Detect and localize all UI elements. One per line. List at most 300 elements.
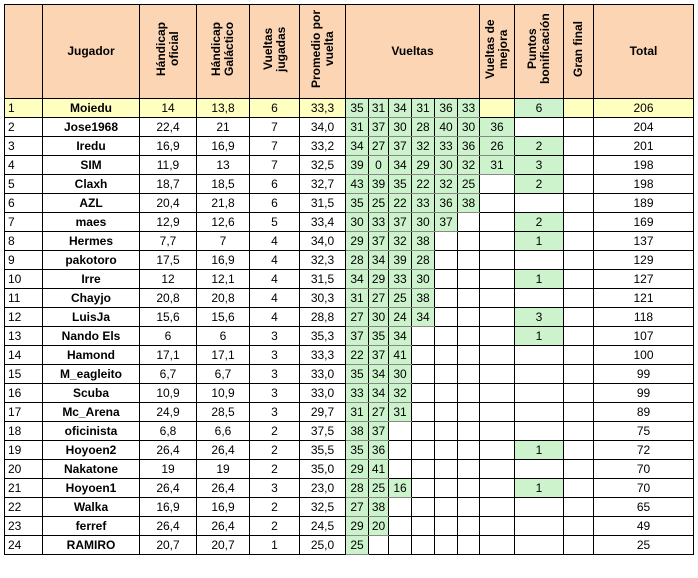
- handicap-galactico-cell: 10,9: [197, 384, 250, 403]
- handicap-oficial-cell: 12: [140, 270, 197, 289]
- promedio-cell: 35,5: [300, 441, 346, 460]
- handicap-galactico-cell: 21,8: [197, 194, 250, 213]
- lap-score-cell: 32: [389, 232, 412, 251]
- player-name-cell: Claxh: [43, 175, 140, 194]
- lap-score-cell: 32: [435, 175, 458, 194]
- promedio-cell: 35,3: [300, 327, 346, 346]
- lap-score-cell: 32: [412, 137, 435, 156]
- lap-score-cell: 37: [369, 118, 389, 137]
- promedio-cell: 25,0: [300, 536, 346, 555]
- vueltas-mejora-cell: [480, 213, 515, 232]
- handicap-oficial-cell: 24,9: [140, 403, 197, 422]
- handicap-galactico-cell: 6,7: [197, 365, 250, 384]
- total-cell: 107: [594, 327, 694, 346]
- total-cell: 121: [594, 289, 694, 308]
- handicap-oficial-cell: 18,7: [140, 175, 197, 194]
- bonus-points-cell: [515, 384, 564, 403]
- bonus-points-cell: [515, 251, 564, 270]
- vueltas-jugadas-cell: 3: [250, 365, 300, 384]
- lap-empty-cell: [389, 422, 412, 441]
- player-name-cell: pakotoro: [43, 251, 140, 270]
- bonus-points-cell: [515, 289, 564, 308]
- lap-empty-cell: [458, 327, 480, 346]
- bonus-points-cell: [515, 194, 564, 213]
- lap-score-cell: 37: [369, 346, 389, 365]
- lap-empty-cell: [458, 232, 480, 251]
- total-cell: 198: [594, 156, 694, 175]
- lap-score-cell: 39: [346, 156, 369, 175]
- promedio-cell: 33,4: [300, 213, 346, 232]
- position-cell: 10: [5, 270, 43, 289]
- player-name-cell: Iredu: [43, 137, 140, 156]
- handicap-galactico-cell: 20,8: [197, 289, 250, 308]
- lap-empty-cell: [458, 460, 480, 479]
- table-row: [5, 403, 694, 422]
- bonus-points-cell: [515, 403, 564, 422]
- bonus-points-cell: [515, 422, 564, 441]
- handicap-oficial-cell: 7,7: [140, 232, 197, 251]
- player-name-cell: Jose1968: [43, 118, 140, 137]
- lap-empty-cell: [435, 422, 458, 441]
- table-row: [5, 175, 694, 194]
- lap-score-cell: 36: [369, 441, 389, 460]
- lap-score-cell: 20: [369, 517, 389, 536]
- vueltas-jugadas-cell: 2: [250, 517, 300, 536]
- lap-score-cell: 28: [412, 251, 435, 270]
- vueltas-jugadas-cell: 4: [250, 308, 300, 327]
- position-cell: 7: [5, 213, 43, 232]
- vueltas-mejora-cell: 36: [480, 118, 515, 137]
- lap-score-cell: 32: [389, 384, 412, 403]
- total-cell: 100: [594, 346, 694, 365]
- vueltas-jugadas-cell: 1: [250, 536, 300, 555]
- player-name-cell: oficinista: [43, 422, 140, 441]
- vueltas-jugadas-cell: 7: [250, 137, 300, 156]
- total-cell: 169: [594, 213, 694, 232]
- lap-score-cell: 22: [389, 194, 412, 213]
- player-name-cell: LuisJa: [43, 308, 140, 327]
- lap-score-cell: 31: [412, 99, 435, 118]
- handicap-oficial-cell: 19: [140, 460, 197, 479]
- lap-score-cell: 35: [389, 175, 412, 194]
- vueltas-mejora-cell: [480, 460, 515, 479]
- lap-score-cell: 31: [346, 118, 369, 137]
- lap-empty-cell: [412, 403, 435, 422]
- position-cell: 11: [5, 289, 43, 308]
- handicap-galactico-cell: 16,9: [197, 251, 250, 270]
- gran-final-cell: [564, 479, 594, 498]
- lap-score-cell: 30: [346, 213, 369, 232]
- lap-empty-cell: [458, 384, 480, 403]
- bonus-points-cell: 2: [515, 137, 564, 156]
- lap-score-cell: 34: [412, 308, 435, 327]
- vueltas-mejora-cell: [480, 365, 515, 384]
- handicap-oficial-cell: 14: [140, 99, 197, 118]
- vueltas-jugadas-cell: 6: [250, 175, 300, 194]
- table-row: [5, 251, 694, 270]
- table-row: [5, 536, 694, 555]
- header-jugador: Jugador: [43, 5, 140, 99]
- total-cell: 49: [594, 517, 694, 536]
- lap-score-cell: 31: [369, 99, 389, 118]
- handicap-galactico-cell: 26,4: [197, 517, 250, 536]
- lap-empty-cell: [435, 270, 458, 289]
- total-cell: 206: [594, 99, 694, 118]
- handicap-oficial-cell: 17,5: [140, 251, 197, 270]
- position-cell: 20: [5, 460, 43, 479]
- player-name-cell: maes: [43, 213, 140, 232]
- vueltas-mejora-cell: [480, 175, 515, 194]
- bonus-points-cell: [515, 346, 564, 365]
- lap-score-cell: 29: [346, 517, 369, 536]
- total-cell: 137: [594, 232, 694, 251]
- lap-score-cell: 36: [458, 137, 480, 156]
- vueltas-mejora-cell: [480, 346, 515, 365]
- gran-final-cell: [564, 137, 594, 156]
- lap-empty-cell: [435, 536, 458, 555]
- lap-empty-cell: [458, 441, 480, 460]
- promedio-cell: 34,0: [300, 232, 346, 251]
- lap-score-cell: 29: [346, 232, 369, 251]
- lap-empty-cell: [458, 346, 480, 365]
- bonus-points-cell: [515, 498, 564, 517]
- table-body: [5, 99, 694, 555]
- position-cell: 18: [5, 422, 43, 441]
- promedio-cell: 31,5: [300, 194, 346, 213]
- vueltas-jugadas-cell: 3: [250, 327, 300, 346]
- lap-empty-cell: [435, 232, 458, 251]
- lap-score-cell: 30: [412, 213, 435, 232]
- handicap-galactico-cell: 16,9: [197, 137, 250, 156]
- handicap-oficial-cell: 10,9: [140, 384, 197, 403]
- lap-empty-cell: [389, 441, 412, 460]
- lap-empty-cell: [435, 403, 458, 422]
- table-row: [5, 422, 694, 441]
- lap-score-cell: 30: [412, 270, 435, 289]
- handicap-galactico-cell: 20,7: [197, 536, 250, 555]
- vueltas-mejora-cell: [480, 536, 515, 555]
- lap-empty-cell: [435, 251, 458, 270]
- lap-empty-cell: [389, 536, 412, 555]
- lap-empty-cell: [389, 517, 412, 536]
- lap-score-cell: 33: [369, 213, 389, 232]
- lap-score-cell: 38: [369, 498, 389, 517]
- total-cell: 25: [594, 536, 694, 555]
- vueltas-mejora-cell: [480, 232, 515, 251]
- position-cell: 12: [5, 308, 43, 327]
- total-cell: 201: [594, 137, 694, 156]
- vueltas-jugadas-cell: 4: [250, 232, 300, 251]
- lap-score-cell: 29: [346, 460, 369, 479]
- promedio-cell: 29,7: [300, 403, 346, 422]
- header-vueltas: Vueltas: [346, 5, 480, 99]
- bonus-points-cell: 2: [515, 175, 564, 194]
- table-row: [5, 498, 694, 517]
- vueltas-mejora-cell: [480, 270, 515, 289]
- player-name-cell: SIM: [43, 156, 140, 175]
- vueltas-mejora-cell: [480, 99, 515, 118]
- promedio-cell: 32,5: [300, 156, 346, 175]
- handicap-galactico-cell: 12,6: [197, 213, 250, 232]
- vueltas-jugadas-cell: 2: [250, 422, 300, 441]
- lap-score-cell: 36: [435, 194, 458, 213]
- lap-empty-cell: [435, 441, 458, 460]
- vueltas-jugadas-cell: 3: [250, 346, 300, 365]
- lap-score-cell: 34: [346, 137, 369, 156]
- position-cell: 19: [5, 441, 43, 460]
- gran-final-cell: [564, 118, 594, 137]
- position-cell: 21: [5, 479, 43, 498]
- bonus-points-cell: [515, 517, 564, 536]
- gran-final-cell: [564, 99, 594, 118]
- handicap-oficial-cell: 26,4: [140, 441, 197, 460]
- handicap-galactico-cell: 17,1: [197, 346, 250, 365]
- lap-empty-cell: [458, 365, 480, 384]
- lap-score-cell: 41: [389, 346, 412, 365]
- lap-score-cell: 39: [389, 251, 412, 270]
- position-cell: 1: [5, 99, 43, 118]
- lap-score-cell: 25: [458, 175, 480, 194]
- ranking-table: [4, 4, 694, 555]
- position-cell: 23: [5, 517, 43, 536]
- total-cell: 89: [594, 403, 694, 422]
- vueltas-jugadas-cell: 6: [250, 194, 300, 213]
- lap-score-cell: 27: [369, 137, 389, 156]
- position-cell: 13: [5, 327, 43, 346]
- gran-final-cell: [564, 384, 594, 403]
- vueltas-mejora-cell: [480, 384, 515, 403]
- vueltas-jugadas-cell: 4: [250, 251, 300, 270]
- lap-score-cell: 16: [389, 479, 412, 498]
- header-gran-final: Gran final: [564, 5, 594, 99]
- lap-empty-cell: [435, 384, 458, 403]
- lap-score-cell: 31: [389, 403, 412, 422]
- vueltas-mejora-cell: [480, 194, 515, 213]
- lap-score-cell: 27: [346, 308, 369, 327]
- lap-score-cell: 28: [346, 479, 369, 498]
- lap-score-cell: 34: [389, 327, 412, 346]
- bonus-points-cell: 1: [515, 479, 564, 498]
- vueltas-jugadas-cell: 4: [250, 289, 300, 308]
- gran-final-cell: [564, 270, 594, 289]
- position-cell: 9: [5, 251, 43, 270]
- lap-empty-cell: [458, 479, 480, 498]
- bonus-points-cell: 6: [515, 99, 564, 118]
- lap-score-cell: 35: [346, 441, 369, 460]
- vueltas-jugadas-cell: 3: [250, 479, 300, 498]
- gran-final-cell: [564, 517, 594, 536]
- lap-score-cell: 35: [346, 99, 369, 118]
- gran-final-cell: [564, 251, 594, 270]
- handicap-galactico-cell: 18,5: [197, 175, 250, 194]
- table-row: [5, 99, 694, 118]
- gran-final-cell: [564, 460, 594, 479]
- lap-empty-cell: [412, 479, 435, 498]
- lap-empty-cell: [412, 441, 435, 460]
- lap-empty-cell: [389, 498, 412, 517]
- bonus-points-cell: [515, 460, 564, 479]
- player-name-cell: AZL: [43, 194, 140, 213]
- position-cell: 4: [5, 156, 43, 175]
- gran-final-cell: [564, 403, 594, 422]
- lap-score-cell: 33: [389, 270, 412, 289]
- player-name-cell: Scuba: [43, 384, 140, 403]
- lap-score-cell: 35: [369, 327, 389, 346]
- lap-score-cell: 33: [458, 99, 480, 118]
- lap-empty-cell: [458, 403, 480, 422]
- lap-empty-cell: [412, 327, 435, 346]
- player-name-cell: Walka: [43, 498, 140, 517]
- bonus-points-cell: [515, 118, 564, 137]
- bonus-points-cell: 1: [515, 270, 564, 289]
- header-vueltas-mejora: Vueltas de mejora: [480, 5, 515, 99]
- header-handicap-oficial: Hándicap oficial: [140, 5, 197, 99]
- header-total: Total: [594, 5, 694, 99]
- handicap-oficial-cell: 20,8: [140, 289, 197, 308]
- position-cell: 16: [5, 384, 43, 403]
- handicap-oficial-cell: 16,9: [140, 137, 197, 156]
- bonus-points-cell: 1: [515, 327, 564, 346]
- handicap-galactico-cell: 16,9: [197, 498, 250, 517]
- lap-empty-cell: [435, 289, 458, 308]
- lap-score-cell: 31: [346, 289, 369, 308]
- handicap-oficial-cell: 20,7: [140, 536, 197, 555]
- lap-empty-cell: [412, 498, 435, 517]
- position-cell: 3: [5, 137, 43, 156]
- player-name-cell: Mc_Arena: [43, 403, 140, 422]
- promedio-cell: 32,7: [300, 175, 346, 194]
- handicap-oficial-cell: 15,6: [140, 308, 197, 327]
- table-row: [5, 384, 694, 403]
- handicap-oficial-cell: 16,9: [140, 498, 197, 517]
- total-cell: 198: [594, 175, 694, 194]
- handicap-galactico-cell: 15,6: [197, 308, 250, 327]
- lap-empty-cell: [458, 251, 480, 270]
- lap-score-cell: 38: [412, 289, 435, 308]
- lap-score-cell: 34: [389, 99, 412, 118]
- ranking-table-container: [4, 4, 694, 555]
- table-row: [5, 194, 694, 213]
- handicap-oficial-cell: 20,4: [140, 194, 197, 213]
- lap-empty-cell: [458, 270, 480, 289]
- promedio-cell: 33,0: [300, 365, 346, 384]
- total-cell: 70: [594, 460, 694, 479]
- bonus-points-cell: 3: [515, 156, 564, 175]
- position-cell: 2: [5, 118, 43, 137]
- table-row: [5, 289, 694, 308]
- total-cell: 204: [594, 118, 694, 137]
- promedio-cell: 33,3: [300, 99, 346, 118]
- handicap-galactico-cell: 26,4: [197, 441, 250, 460]
- lap-score-cell: 41: [369, 460, 389, 479]
- bonus-points-cell: 3: [515, 308, 564, 327]
- lap-score-cell: 25: [369, 194, 389, 213]
- lap-score-cell: 25: [389, 289, 412, 308]
- vueltas-mejora-cell: [480, 403, 515, 422]
- header-promedio: Promedio por vuelta: [300, 5, 346, 99]
- lap-score-cell: 37: [389, 137, 412, 156]
- handicap-galactico-cell: 13: [197, 156, 250, 175]
- vueltas-mejora-cell: [480, 289, 515, 308]
- lap-empty-cell: [389, 460, 412, 479]
- lap-score-cell: 37: [346, 327, 369, 346]
- lap-score-cell: 34: [369, 384, 389, 403]
- position-cell: 17: [5, 403, 43, 422]
- lap-score-cell: 34: [369, 365, 389, 384]
- lap-score-cell: 30: [389, 365, 412, 384]
- table-row: [5, 517, 694, 536]
- bonus-points-cell: [515, 536, 564, 555]
- lap-empty-cell: [435, 327, 458, 346]
- table-row: [5, 479, 694, 498]
- handicap-galactico-cell: 7: [197, 232, 250, 251]
- promedio-cell: 23,0: [300, 479, 346, 498]
- header-handicap-galactico: Hándicap Galáctico: [197, 5, 250, 99]
- position-cell: 6: [5, 194, 43, 213]
- gran-final-cell: [564, 232, 594, 251]
- lap-score-cell: 31: [346, 403, 369, 422]
- lap-score-cell: 37: [369, 422, 389, 441]
- table-row: [5, 346, 694, 365]
- lap-score-cell: 30: [389, 118, 412, 137]
- lap-score-cell: 25: [346, 536, 369, 555]
- lap-score-cell: 27: [369, 403, 389, 422]
- handicap-galactico-cell: 19: [197, 460, 250, 479]
- player-name-cell: Chayjo: [43, 289, 140, 308]
- gran-final-cell: [564, 175, 594, 194]
- lap-score-cell: 30: [435, 156, 458, 175]
- lap-empty-cell: [458, 517, 480, 536]
- handicap-oficial-cell: 26,4: [140, 517, 197, 536]
- promedio-cell: 30,3: [300, 289, 346, 308]
- vueltas-jugadas-cell: 3: [250, 403, 300, 422]
- table-row: [5, 365, 694, 384]
- lap-score-cell: 22: [412, 175, 435, 194]
- promedio-cell: 32,5: [300, 498, 346, 517]
- lap-score-cell: 34: [389, 156, 412, 175]
- table-row: [5, 441, 694, 460]
- lap-score-cell: 34: [369, 251, 389, 270]
- promedio-cell: 32,3: [300, 251, 346, 270]
- vueltas-mejora-cell: [480, 251, 515, 270]
- header-row: [5, 5, 694, 99]
- vueltas-mejora-cell: [480, 308, 515, 327]
- lap-score-cell: 30: [369, 308, 389, 327]
- total-cell: 72: [594, 441, 694, 460]
- lap-score-cell: 33: [412, 194, 435, 213]
- header-vueltas-jugadas: Vueltas jugadas: [250, 5, 300, 99]
- gran-final-cell: [564, 422, 594, 441]
- lap-score-cell: 24: [389, 308, 412, 327]
- lap-score-cell: 35: [346, 194, 369, 213]
- handicap-galactico-cell: 6: [197, 327, 250, 346]
- vueltas-jugadas-cell: 2: [250, 460, 300, 479]
- vueltas-mejora-cell: [480, 498, 515, 517]
- vueltas-mejora-cell: [480, 479, 515, 498]
- lap-score-cell: 38: [458, 194, 480, 213]
- lap-empty-cell: [412, 346, 435, 365]
- lap-empty-cell: [458, 308, 480, 327]
- lap-score-cell: 38: [346, 422, 369, 441]
- gran-final-cell: [564, 536, 594, 555]
- handicap-galactico-cell: 12,1: [197, 270, 250, 289]
- gran-final-cell: [564, 308, 594, 327]
- table-row: [5, 156, 694, 175]
- vueltas-mejora-cell: [480, 517, 515, 536]
- handicap-oficial-cell: 17,1: [140, 346, 197, 365]
- lap-score-cell: 39: [369, 175, 389, 194]
- player-name-cell: Moiedu: [43, 99, 140, 118]
